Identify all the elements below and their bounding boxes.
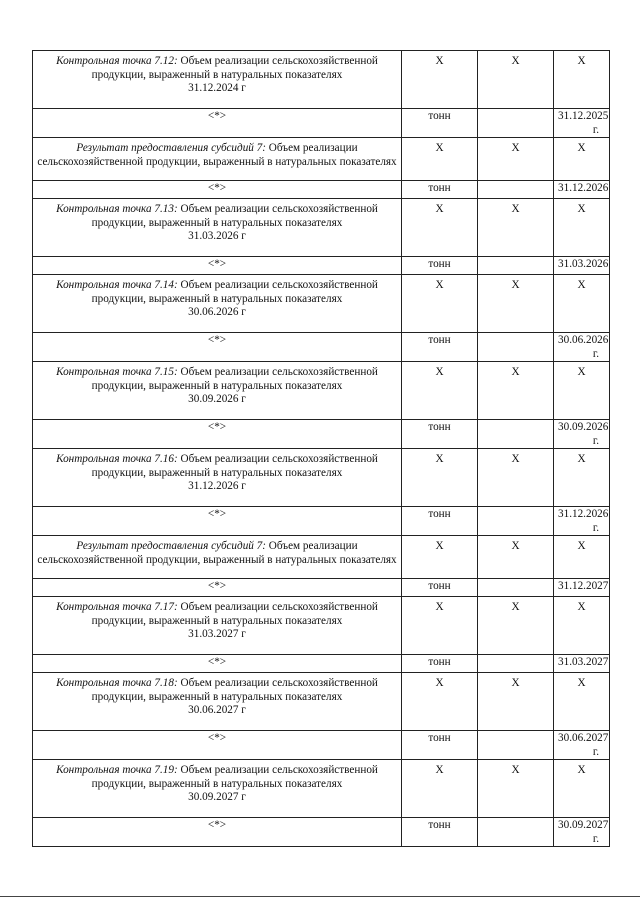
indicator-title: Объем реализации сельскохозяйственной продукции, выраженный в натуральных показателях bbox=[91, 279, 378, 305]
cell-x-3: X bbox=[554, 51, 610, 109]
unit-cell: тонн bbox=[402, 655, 478, 673]
unit-cell: тонн bbox=[402, 731, 478, 760]
indicator-row bbox=[33, 275, 610, 333]
value-cell bbox=[478, 655, 554, 673]
cell-x-2: X bbox=[478, 275, 554, 333]
indicator-value-row bbox=[33, 420, 610, 449]
due-date-cell: 31.12.2026 г. bbox=[554, 507, 610, 536]
footnote-mark: <*> bbox=[33, 507, 402, 536]
indicator-title: Объем реализации сельскохозяйственной продукции, выраженный в натуральных показателях bbox=[37, 142, 397, 168]
indicator-kind: Результат предоставления субсидий 7: bbox=[76, 142, 266, 154]
footnote-mark: <*> bbox=[33, 181, 402, 199]
footnote-mark: <*> bbox=[33, 579, 402, 597]
indicator-row bbox=[33, 138, 610, 181]
indicator-value-row bbox=[33, 507, 610, 536]
indicator-row bbox=[33, 597, 610, 655]
due-date-cell: 30.06.2027 г. bbox=[554, 731, 610, 760]
indicator-description bbox=[33, 597, 402, 655]
indicator-description bbox=[33, 51, 402, 109]
indicator-kind: Контрольная точка 7.12: bbox=[56, 55, 178, 67]
indicator-title: Объем реализации сельскохозяйственной продукции, выраженный в натуральных показателях bbox=[91, 55, 378, 81]
value-cell bbox=[478, 333, 554, 362]
indicator-title: Объем реализации сельскохозяйственной продукции, выраженный в натуральных показателях bbox=[91, 366, 378, 392]
unit-cell: тонн bbox=[402, 507, 478, 536]
cell-x-3: X bbox=[554, 597, 610, 655]
indicator-value-row bbox=[33, 181, 610, 199]
cell-x-1: X bbox=[402, 597, 478, 655]
cell-x-1: X bbox=[402, 536, 478, 579]
footnote-mark: <*> bbox=[33, 818, 402, 847]
indicator-title: Объем реализации сельскохозяйственной продукции, выраженный в натуральных показателях bbox=[37, 540, 397, 566]
value-cell bbox=[478, 420, 554, 449]
indicator-value-row bbox=[33, 257, 610, 275]
unit-cell: тонн bbox=[402, 818, 478, 847]
cell-x-2: X bbox=[478, 760, 554, 818]
indicator-date: 31.12.2024 г bbox=[188, 82, 246, 94]
footnote-mark: <*> bbox=[33, 655, 402, 673]
unit-cell: тонн bbox=[402, 579, 478, 597]
indicator-date: 30.09.2026 г bbox=[188, 393, 246, 405]
due-date-cell: 31.12.2025 г. bbox=[554, 109, 610, 138]
indicator-date: 31.12.2026 г bbox=[188, 480, 246, 492]
cell-x-1: X bbox=[402, 760, 478, 818]
indicator-value-row bbox=[33, 655, 610, 673]
indicator-kind: Результат предоставления субсидий 7: bbox=[76, 540, 266, 552]
indicator-row bbox=[33, 673, 610, 731]
indicator-table bbox=[32, 50, 610, 847]
indicator-date: 31.03.2026 г bbox=[188, 230, 246, 242]
footnote-mark: <*> bbox=[33, 333, 402, 362]
due-date-cell: 31.03.2026 bbox=[554, 257, 610, 275]
cell-x-1: X bbox=[402, 673, 478, 731]
indicator-row bbox=[33, 362, 610, 420]
cell-x-3: X bbox=[554, 536, 610, 579]
indicator-date: 30.06.2027 г bbox=[188, 704, 246, 716]
indicator-description bbox=[33, 673, 402, 731]
unit-cell: тонн bbox=[402, 420, 478, 449]
cell-x-2: X bbox=[478, 199, 554, 257]
cell-x-3: X bbox=[554, 138, 610, 181]
indicator-kind: Контрольная точка 7.18: bbox=[56, 677, 178, 689]
due-date-cell: 30.06.2026 г. bbox=[554, 333, 610, 362]
cell-x-2: X bbox=[478, 138, 554, 181]
cell-x-2: X bbox=[478, 597, 554, 655]
indicator-row bbox=[33, 760, 610, 818]
indicator-kind: Контрольная точка 7.15: bbox=[56, 366, 178, 378]
indicator-description bbox=[33, 760, 402, 818]
cell-x-3: X bbox=[554, 760, 610, 818]
due-date-cell: 31.12.2027 bbox=[554, 579, 610, 597]
indicator-description bbox=[33, 362, 402, 420]
indicator-title: Объем реализации сельскохозяйственной продукции, выраженный в натуральных показателях bbox=[91, 677, 378, 703]
indicator-kind: Контрольная точка 7.13: bbox=[56, 203, 178, 215]
indicator-row bbox=[33, 51, 610, 109]
indicator-row bbox=[33, 449, 610, 507]
indicator-date: 30.06.2026 г bbox=[188, 306, 246, 318]
cell-x-3: X bbox=[554, 673, 610, 731]
indicator-title: Объем реализации сельскохозяйственной продукции, выраженный в натуральных показателях bbox=[91, 601, 378, 627]
due-date-cell: 30.09.2026 г. bbox=[554, 420, 610, 449]
indicator-value-row bbox=[33, 109, 610, 138]
cell-x-1: X bbox=[402, 275, 478, 333]
cell-x-2: X bbox=[478, 536, 554, 579]
footnote-mark: <*> bbox=[33, 731, 402, 760]
cell-x-2: X bbox=[478, 51, 554, 109]
indicator-kind: Контрольная точка 7.17: bbox=[56, 601, 178, 613]
value-cell bbox=[478, 109, 554, 138]
cell-x-2: X bbox=[478, 449, 554, 507]
footnote-mark: <*> bbox=[33, 109, 402, 138]
due-date-cell: 31.12.2026 bbox=[554, 181, 610, 199]
value-cell bbox=[478, 731, 554, 760]
cell-x-3: X bbox=[554, 449, 610, 507]
indicator-value-row bbox=[33, 333, 610, 362]
indicator-table-body bbox=[33, 51, 610, 847]
cell-x-1: X bbox=[402, 51, 478, 109]
indicator-title: Объем реализации сельскохозяйственной продукции, выраженный в натуральных показателях bbox=[91, 453, 378, 479]
unit-cell: тонн bbox=[402, 333, 478, 362]
indicator-row bbox=[33, 536, 610, 579]
value-cell bbox=[478, 507, 554, 536]
indicator-description bbox=[33, 138, 402, 181]
indicator-value-row bbox=[33, 818, 610, 847]
cell-x-2: X bbox=[478, 362, 554, 420]
indicator-title: Объем реализации сельскохозяйственной продукции, выраженный в натуральных показателях bbox=[91, 203, 378, 229]
unit-cell: тонн bbox=[402, 109, 478, 138]
indicator-kind: Контрольная точка 7.16: bbox=[56, 453, 178, 465]
value-cell bbox=[478, 257, 554, 275]
indicator-kind: Контрольная точка 7.14: bbox=[56, 279, 178, 291]
unit-cell: тонн bbox=[402, 181, 478, 199]
indicator-value-row bbox=[33, 579, 610, 597]
value-cell bbox=[478, 818, 554, 847]
indicator-description bbox=[33, 449, 402, 507]
cell-x-3: X bbox=[554, 275, 610, 333]
cell-x-1: X bbox=[402, 449, 478, 507]
due-date-cell: 30.09.2027 г. bbox=[554, 818, 610, 847]
indicator-description bbox=[33, 275, 402, 333]
indicator-title: Объем реализации сельскохозяйственной продукции, выраженный в натуральных показателях bbox=[91, 764, 378, 790]
indicator-date: 30.09.2027 г bbox=[188, 791, 246, 803]
due-date-cell: 31.03.2027 bbox=[554, 655, 610, 673]
value-cell bbox=[478, 181, 554, 199]
indicator-date: 31.03.2027 г bbox=[188, 628, 246, 640]
footnote-mark: <*> bbox=[33, 420, 402, 449]
indicator-description bbox=[33, 536, 402, 579]
indicator-description bbox=[33, 199, 402, 257]
cell-x-1: X bbox=[402, 362, 478, 420]
cell-x-3: X bbox=[554, 362, 610, 420]
footnote-mark: <*> bbox=[33, 257, 402, 275]
cell-x-1: X bbox=[402, 138, 478, 181]
cell-x-2: X bbox=[478, 673, 554, 731]
indicator-kind: Контрольная точка 7.19: bbox=[56, 764, 178, 776]
indicator-row bbox=[33, 199, 610, 257]
cell-x-3: X bbox=[554, 199, 610, 257]
indicator-value-row bbox=[33, 731, 610, 760]
cell-x-1: X bbox=[402, 199, 478, 257]
unit-cell: тонн bbox=[402, 257, 478, 275]
footer-rule bbox=[0, 896, 640, 897]
value-cell bbox=[478, 579, 554, 597]
